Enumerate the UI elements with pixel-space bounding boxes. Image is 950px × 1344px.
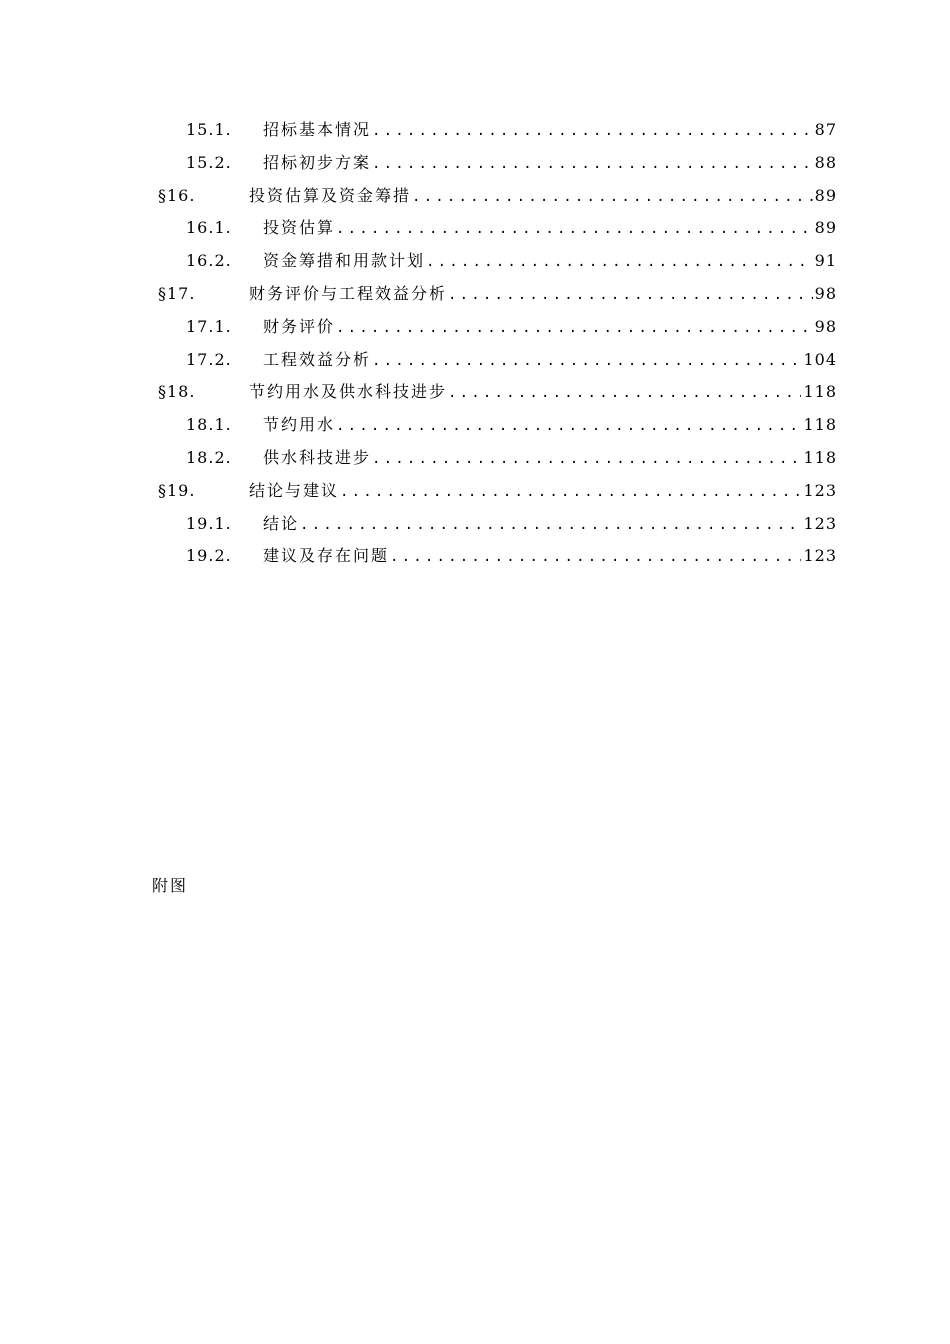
toc-entry-title: 建议及存在问题 — [263, 546, 390, 566]
toc-entry-page: 87 — [814, 120, 837, 139]
toc-entry-18-1[interactable] — [0, 409, 950, 442]
toc-entry-line — [263, 147, 837, 181]
toc-entry-page: 98 — [814, 283, 837, 303]
toc-entry-number: 17.1. — [186, 316, 232, 336]
toc-entry-17-2[interactable] — [0, 344, 950, 377]
toc-entry-title: 结论与建议 — [249, 480, 340, 500]
toc-entry-16-1[interactable] — [0, 212, 950, 245]
toc-entry-17[interactable] — [0, 278, 950, 311]
toc-entry-page: 123 — [803, 546, 837, 566]
toc-entry-line — [249, 180, 837, 214]
toc-entry-number: 16.1. — [186, 218, 232, 238]
toc-entry-line — [263, 212, 837, 246]
toc-entry-title: 投资估算及资金筹措 — [249, 185, 412, 205]
toc-entry-page: 104 — [803, 349, 837, 369]
toc-entry-number: §16. — [158, 185, 196, 205]
toc-entry-title: 工程效益分析 — [263, 349, 372, 369]
toc-entry-line — [263, 442, 837, 476]
toc-entry-number: 17.2. — [186, 349, 232, 369]
dot-leader — [447, 279, 813, 312]
toc-entry-page: 118 — [803, 447, 837, 467]
toc-entry-page: 98 — [814, 316, 837, 336]
toc-entry-page: 123 — [803, 480, 837, 500]
toc-entry-title: 结论 — [263, 513, 300, 533]
toc-entry-page: 88 — [814, 152, 837, 172]
toc-entry-title: 招标初步方案 — [263, 152, 372, 172]
toc-entry-number: §17. — [158, 283, 196, 303]
toc-entry-18[interactable] — [0, 376, 950, 409]
toc-entry-line — [263, 508, 837, 542]
toc-entry-title: 财务评价 — [263, 316, 336, 336]
toc-entry-title: 招标基本情况 — [263, 120, 372, 139]
toc-entry-line — [263, 540, 837, 574]
dot-leader — [335, 410, 801, 443]
toc-entry-line — [263, 311, 837, 345]
toc-entry-line — [263, 344, 837, 378]
toc-entry-16-2[interactable] — [0, 245, 950, 278]
toc-entry-page: 91 — [814, 251, 837, 271]
toc-entry-page: 118 — [803, 382, 837, 402]
toc-entry-page: 89 — [814, 218, 837, 238]
toc-entry-17-1[interactable] — [0, 311, 950, 344]
toc-entry-16[interactable] — [0, 180, 950, 213]
dot-leader — [371, 345, 801, 378]
toc-entry-page: 123 — [803, 513, 837, 533]
toc-entry-title: 节约用水及供水科技进步 — [249, 382, 448, 402]
dot-leader — [425, 246, 813, 279]
dot-leader — [411, 181, 813, 214]
toc-entry-19[interactable] — [0, 475, 950, 508]
dot-leader — [371, 148, 813, 181]
toc-entry-number: 16.2. — [186, 251, 232, 271]
toc-entry-line — [249, 376, 837, 410]
toc-entry-title: 财务评价与工程效益分析 — [249, 283, 448, 303]
dot-leader — [335, 213, 813, 246]
dot-leader — [371, 443, 801, 476]
appendix-figures-heading: 附图 — [152, 876, 189, 895]
toc-entry-number: 19.2. — [186, 546, 232, 566]
toc-entry-line — [263, 245, 837, 279]
dot-leader — [299, 509, 801, 542]
toc-entry-line — [263, 114, 837, 148]
toc-entry-number: §18. — [158, 382, 196, 402]
dot-leader — [447, 377, 801, 410]
table-of-contents — [0, 114, 950, 573]
toc-entry-19-1[interactable] — [0, 508, 950, 541]
toc-entry-number: §19. — [158, 480, 196, 500]
dot-leader — [389, 541, 801, 574]
dot-leader — [335, 312, 813, 345]
toc-entry-number: 18.2. — [186, 447, 232, 467]
toc-entry-title: 供水科技进步 — [263, 447, 372, 467]
toc-entry-line — [263, 409, 837, 443]
toc-entry-15-1[interactable] — [0, 114, 950, 147]
toc-entry-number: 15.2. — [186, 152, 232, 172]
dot-leader — [339, 476, 801, 509]
toc-entry-page: 118 — [803, 415, 837, 435]
toc-entry-page: 89 — [814, 185, 837, 205]
toc-entry-title: 节约用水 — [263, 415, 336, 435]
toc-entry-number: 19.1. — [186, 513, 232, 533]
toc-entry-number: 15.1. — [186, 120, 232, 139]
toc-entry-line — [249, 278, 837, 312]
toc-entry-15-2[interactable] — [0, 147, 950, 180]
toc-entry-title: 投资估算 — [263, 218, 336, 238]
dot-leader — [371, 115, 813, 148]
toc-entry-19-2[interactable] — [0, 540, 950, 573]
toc-entry-title: 资金筹措和用款计划 — [263, 251, 426, 271]
toc-entry-number: 18.1. — [186, 415, 232, 435]
toc-entry-line — [249, 475, 837, 509]
toc-entry-18-2[interactable] — [0, 442, 950, 475]
